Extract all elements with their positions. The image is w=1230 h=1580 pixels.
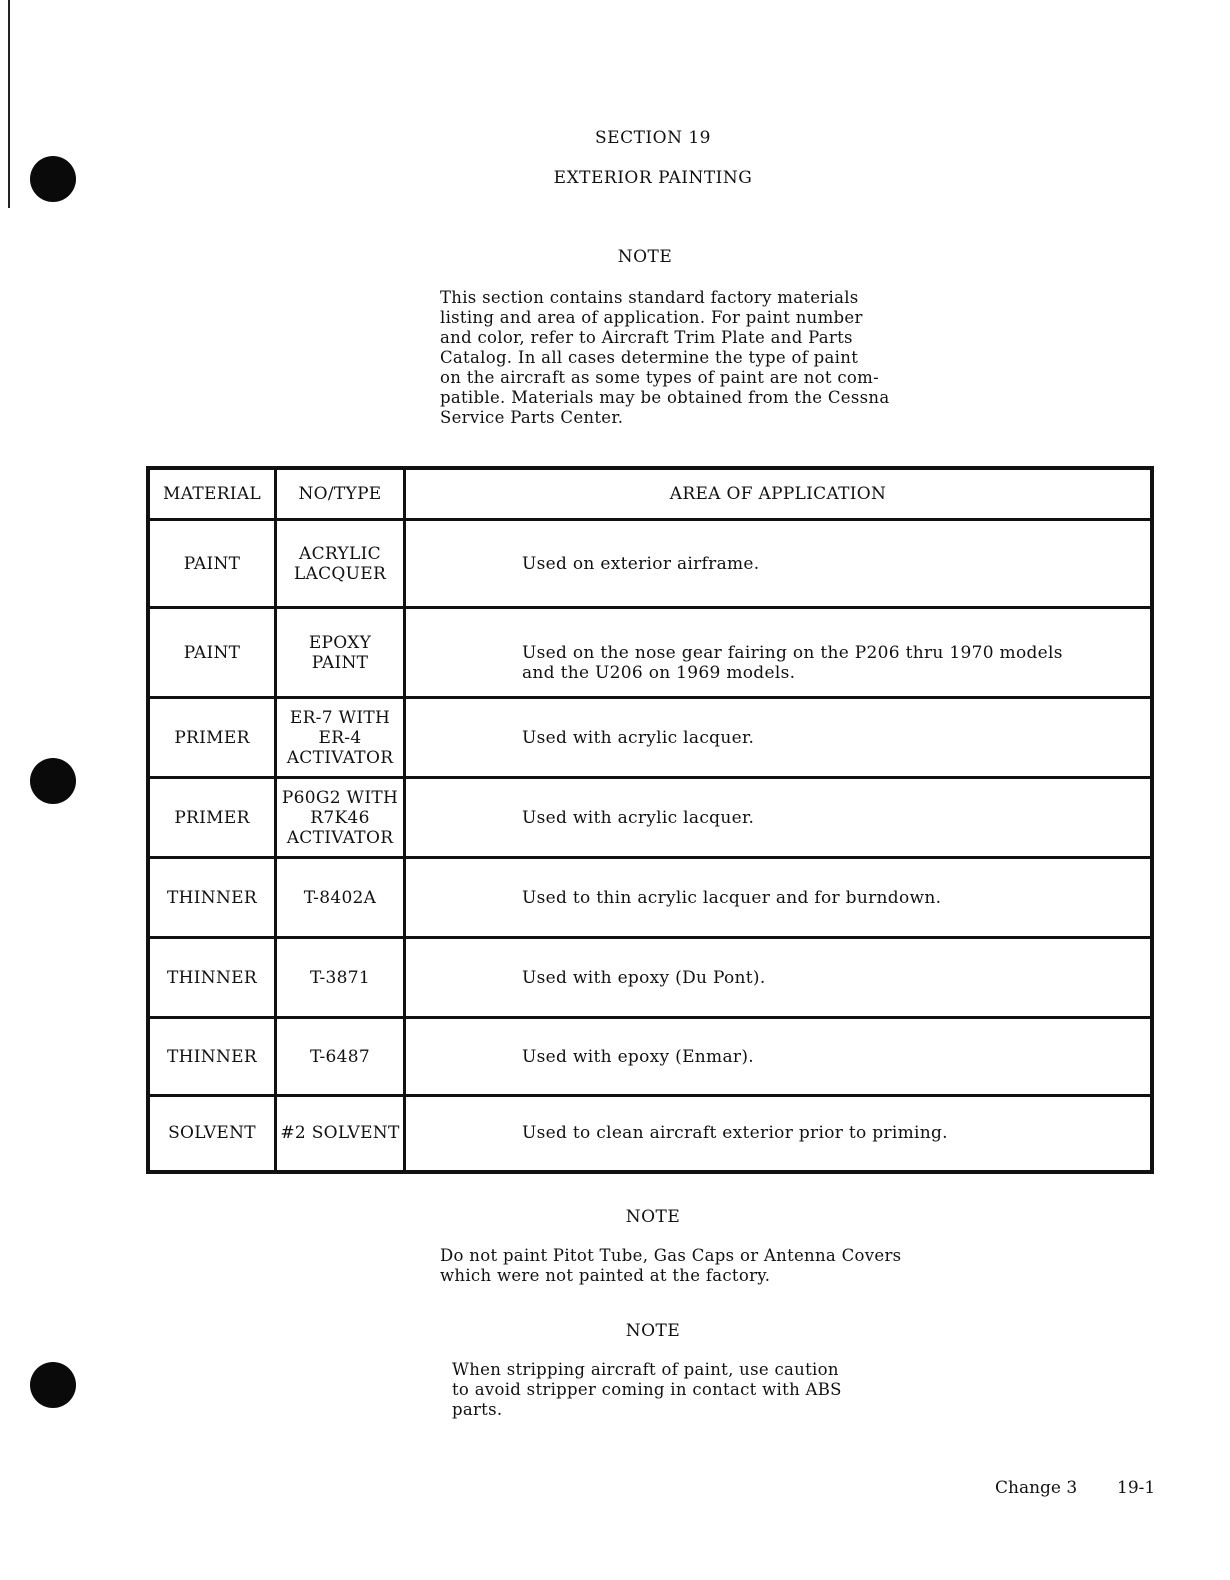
intro-note-text: This section contains standard factory materials listing and area of application. For paint number and color, refer to Aircraft Trim Plate and Parts Catalog. In all cases determine the type of paint on the aircraft as some types of paint are not com- patible. Materials may be obtained from the Cessna Service Parts Center. — [440, 288, 890, 427]
type-cell: P60G2 WITH R7K46 ACTIVATOR — [276, 778, 405, 858]
table-row — [148, 858, 1152, 938]
table-row — [148, 1018, 1152, 1096]
materials-table — [146, 466, 1154, 1174]
application-cell: Used with acrylic lacquer. — [405, 698, 1153, 778]
type-cell: #2 SOLVENT — [276, 1096, 405, 1172]
table-row — [148, 608, 1152, 698]
material-cell: PRIMER — [148, 698, 276, 778]
page-edge-line — [8, 0, 10, 208]
type-cell: T-6487 — [276, 1018, 405, 1096]
binder-hole-bottom — [30, 1362, 76, 1408]
material-cell: SOLVENT — [148, 1096, 276, 1172]
note3-heading: NOTE — [625, 1321, 681, 1341]
type-cell: ER-7 WITH ER-4 ACTIVATOR — [276, 698, 405, 778]
application-cell: Used with epoxy (Du Pont). — [405, 938, 1153, 1018]
material-cell: THINNER — [148, 1018, 276, 1096]
section-title: EXTERIOR PAINTING — [553, 168, 753, 188]
type-cell: EPOXY PAINT — [276, 608, 405, 698]
application-cell: Used with epoxy (Enmar). — [405, 1018, 1153, 1096]
material-cell: PAINT — [148, 520, 276, 608]
table-row — [148, 778, 1152, 858]
type-cell: T-3871 — [276, 938, 405, 1018]
table-header-row — [148, 468, 1152, 520]
change-label: Change 3 — [995, 1478, 1078, 1498]
application-cell: Used on the nose gear fairing on the P206 thru 1970 models and the U206 on 1969 models. — [405, 608, 1153, 698]
table-row — [148, 938, 1152, 1018]
table-row — [148, 1096, 1152, 1172]
note2-heading: NOTE — [625, 1207, 681, 1227]
material-cell: PAINT — [148, 608, 276, 698]
page-number: 19-1 — [1117, 1478, 1156, 1498]
application-cell: Used on exterior airframe. — [405, 520, 1153, 608]
table-row — [148, 520, 1152, 608]
application-cell: Used to clean aircraft exterior prior to priming. — [405, 1096, 1153, 1172]
note3-text: When stripping aircraft of paint, use caution to avoid stripper coming in contact with ABS parts. — [452, 1360, 842, 1419]
type-cell: ACRYLIC LACQUER — [276, 520, 405, 608]
note2-text: Do not paint Pitot Tube, Gas Caps or Antenna Covers which were not painted at the factory. — [440, 1246, 902, 1285]
type-cell: T-8402A — [276, 858, 405, 938]
material-cell: PRIMER — [148, 778, 276, 858]
header-area-of-application: AREA OF APPLICATION — [405, 468, 1153, 520]
material-cell: THINNER — [148, 858, 276, 938]
section-number: SECTION 19 — [595, 128, 711, 148]
header-no-type: NO/TYPE — [276, 468, 405, 520]
application-cell: Used with acrylic lacquer. — [405, 778, 1153, 858]
intro-note-heading: NOTE — [617, 247, 673, 267]
application-cell: Used to thin acrylic lacquer and for burndown. — [405, 858, 1153, 938]
table-row — [148, 698, 1152, 778]
binder-hole-middle — [30, 758, 76, 804]
header-material: MATERIAL — [148, 468, 276, 520]
material-cell: THINNER — [148, 938, 276, 1018]
